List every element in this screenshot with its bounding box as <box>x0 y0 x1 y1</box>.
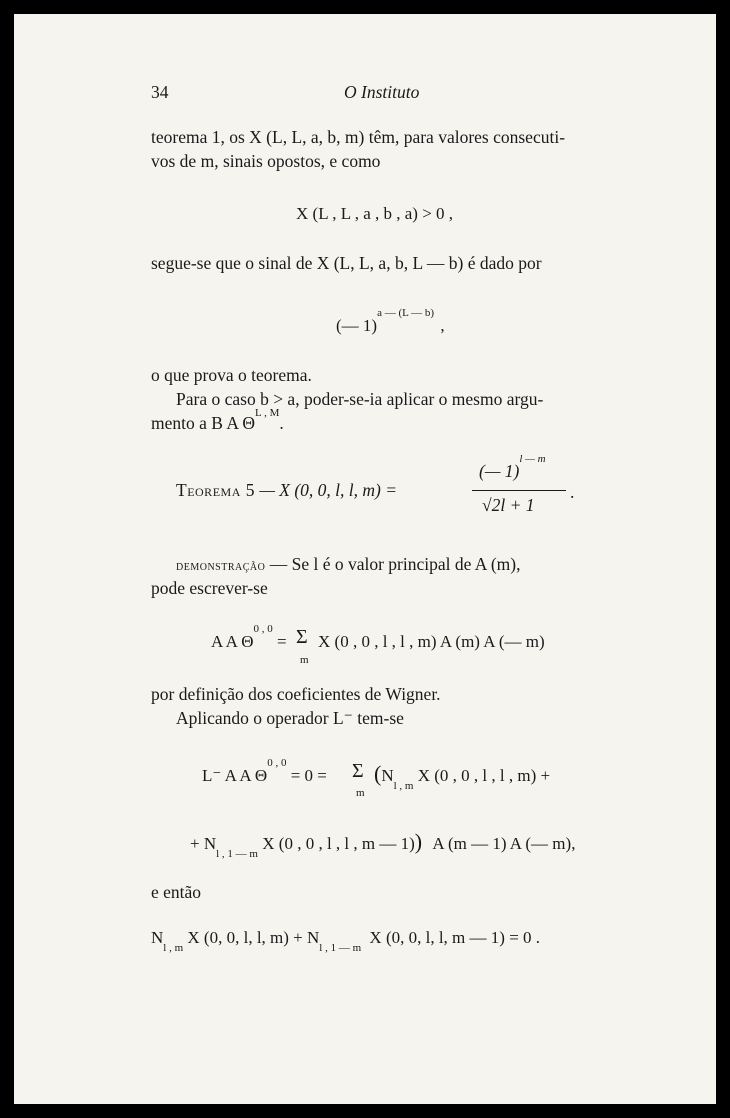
big-paren-open: ( <box>374 761 382 786</box>
superscript: L , M <box>255 407 280 420</box>
demo-label: demonstração <box>176 559 266 574</box>
body-line <box>176 552 521 579</box>
equation <box>336 307 445 338</box>
book-page <box>14 14 716 1104</box>
theorem-punct: . <box>570 482 575 502</box>
equation <box>374 761 551 793</box>
numerator-base: (— 1) <box>479 461 520 481</box>
eq-middle: X (0, 0, l, l, m) + N <box>187 928 320 947</box>
summation-index: m <box>300 654 309 666</box>
equation <box>202 757 327 788</box>
body-line: Aplicando o operador L⁻ tem-se <box>176 708 404 728</box>
eq-n-subscript: l , 1 — m <box>319 942 362 955</box>
theorem-label: Teorema 5 <box>176 480 255 500</box>
eq-plus-n: + N <box>190 834 217 853</box>
body-line: segue-se que o sinal de X (L, L, a, b, L — b) é dado por <box>151 253 542 273</box>
eq-exponent: a — (L — b) <box>377 307 435 320</box>
eq-superscript: 0 , 0 <box>253 623 273 636</box>
eq-middle: = 0 = <box>290 766 327 785</box>
eq-superscript: 0 , 0 <box>267 757 287 770</box>
body-text: mento a B A Θ <box>151 413 256 433</box>
theorem-statement <box>176 478 397 502</box>
theorem-lhs: — X (0, 0, l, l, m) = <box>259 480 398 500</box>
fraction-bar <box>472 490 566 491</box>
eq-equals: = <box>277 632 287 651</box>
summation-sign: Σ <box>296 626 308 648</box>
theorem-numerator <box>479 453 546 483</box>
summation-sign: Σ <box>352 760 364 782</box>
running-title: O Instituto <box>344 82 420 102</box>
body-line: teorema 1, os X (L, L, a, b, m) têm, para valores consecuti- <box>151 127 566 147</box>
eq-rest: X (0 , 0 , l , l , m — 1) <box>262 834 415 853</box>
eq-lhs: A A Θ <box>211 632 254 651</box>
eq-rest: X (0 , 0 , l , l , m) + <box>417 766 551 785</box>
body-line: vos de m, sinais opostos, e como <box>151 151 381 171</box>
eq-base: (— 1) <box>336 316 378 335</box>
eq-n-subscript: l , m <box>163 942 184 955</box>
eq-rest: X (0, 0, l, l, m — 1) = 0 . <box>369 928 541 947</box>
eq-n: N <box>381 766 394 785</box>
eq-punct: , <box>440 316 445 335</box>
equation <box>190 829 576 861</box>
body-line <box>151 407 284 435</box>
eq-n-subscript: l , 1 — m <box>216 848 258 861</box>
numerator-exponent: l — m <box>519 453 546 466</box>
body-line: por definição dos coeficientes de Wigner. <box>151 684 441 704</box>
body-line: o que prova o teorema. <box>151 365 312 385</box>
big-paren-close: ) <box>414 829 423 854</box>
body-line: e então <box>151 882 202 902</box>
summation-index: m <box>356 787 365 799</box>
eq-lhs: L⁻ A A Θ <box>202 766 268 785</box>
body-punct: . <box>279 413 284 433</box>
equation <box>151 926 541 955</box>
body-line: Para o caso b > a, poder-se-ia aplicar o mesmo argu- <box>176 389 544 409</box>
equation <box>211 623 287 654</box>
eq-n: N <box>151 928 164 947</box>
theorem-denominator: √2l + 1 <box>482 495 535 515</box>
body-line: pode escrever-se <box>151 578 268 598</box>
body-text: — Se l é o valor principal de A (m), <box>269 554 521 574</box>
equation: X (L , L , a , b , a) > 0 , <box>296 204 454 223</box>
equation: X (0 , 0 , l , l , m) A (m) A (— m) <box>318 632 545 651</box>
eq-tail: A (m — 1) A (— m), <box>432 834 576 853</box>
eq-n-subscript: l , m <box>393 780 414 793</box>
page-number: 34 <box>151 82 169 102</box>
